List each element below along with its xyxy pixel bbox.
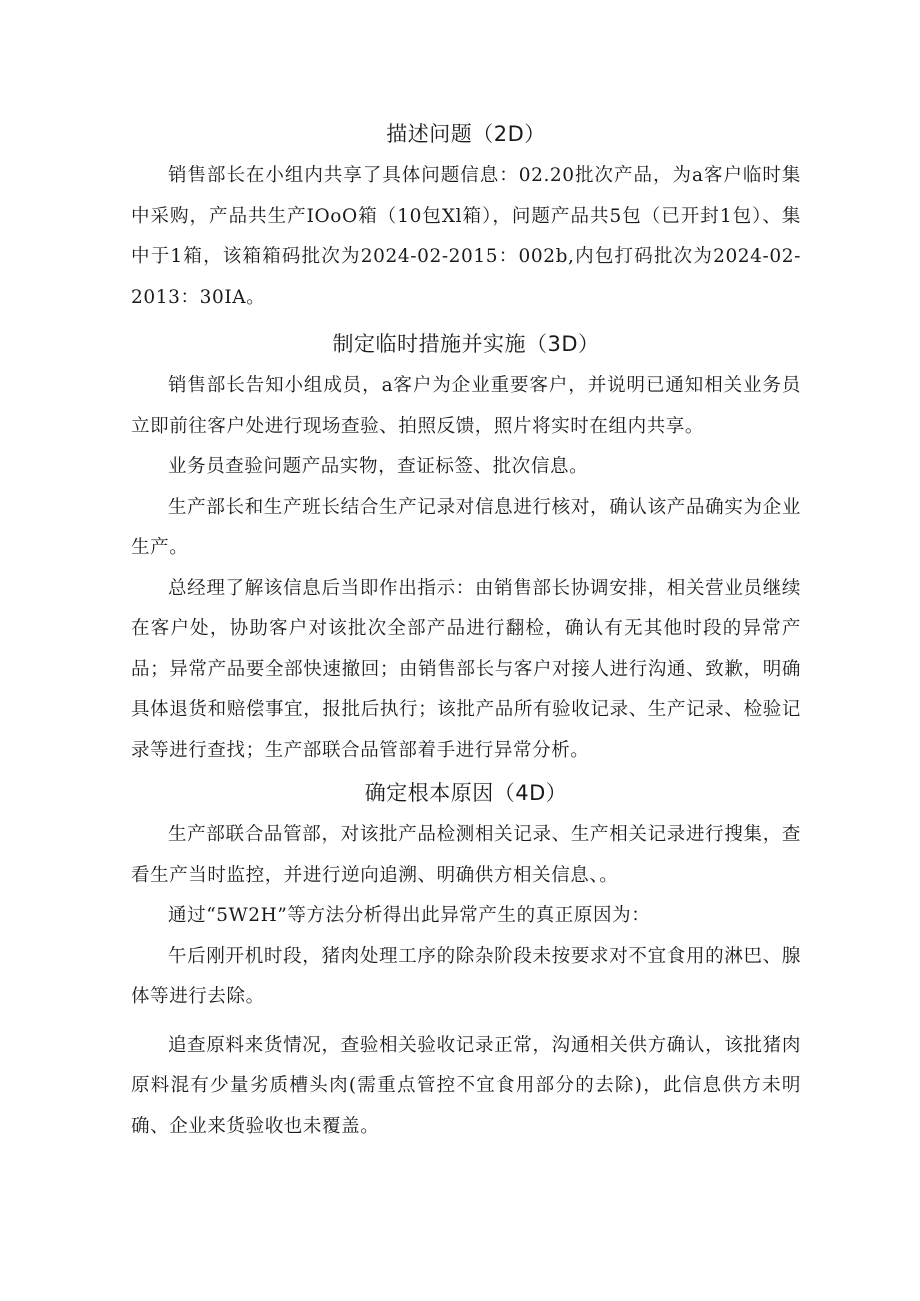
section-temporary-measures xyxy=(131,322,801,771)
paragraph-3d-3: 生产部长和生产班长结合生产记录对信息进行核对，确认该产品确实为企业生产。 xyxy=(131,496,801,558)
paragraph-4d-1: 生产部联合品管部，对该批产品检测相关记录、生产相关记录进行搜集，查看生产当时监控，并进行逆向追溯、明确供方相关信息、。 xyxy=(131,824,801,886)
section-root-cause xyxy=(131,771,801,1147)
section-heading-2d: 描述问题（2D） xyxy=(386,122,546,146)
paragraph-2d-1: 销售部长在小组内共享了具体问题信息：02.20批次产品，为a客户临时集中采购，产品共生产IOoO箱（10包Xl箱），问题产品共5包（已开封1包）、集中于1箱，该箱箱码批次为2024-02-2015：002b,内包打码批次为2024-02-2013：30IA。 xyxy=(131,165,801,308)
section-describe-problem xyxy=(131,112,801,318)
section-heading-3d: 制定临时措施并实施（3D） xyxy=(332,332,600,356)
paragraph-4d-4: 追查原料来货情况，查验相关验收记录正常，沟通相关供方确认，该批猪肉原料混有少量劣质槽头肉(需重点管控不宜食用部分的去除)，此信息供方未明确、企业来货验收也未覆盖。 xyxy=(131,1034,801,1137)
paragraph-4d-2: 通过“5W2H”等方法分析得出此异常产生的真正原因为： xyxy=(168,905,651,926)
paragraph-3d-2: 业务员查验问题产品实物，查证标签、批次信息。 xyxy=(168,456,589,477)
paragraph-4d-3: 午后刚开机时段，猪肉处理工序的除杂阶段未按要求对不宜食用的淋巴、腺体等进行去除。 xyxy=(131,945,801,1007)
section-heading-4d: 确定根本原因（4D） xyxy=(364,781,568,805)
document-body xyxy=(131,112,801,1147)
paragraph-3d-1: 销售部长告知小组成员，a客户为企业重要客户，并说明已通知相关业务员立即前往客户处进行现场查验、拍照反馈，照片将实时在组内共享。 xyxy=(131,375,801,437)
paragraph-3d-4: 总经理了解该信息后当即作出指示：由销售部长协调安排，相关营业员继续在客户处，协助客户对该批次全部产品进行翻检，确认有无其他时段的异常产品；异常产品要全部快速撤回；由销售部长与客户对接人进行沟通、致歉，明确具体退货和赔偿事宜，报批后执行；该批产品所有验收记录、生产记录、检验记录等进行查找；生产部联合品管部着手进行异常分析。 xyxy=(131,577,801,761)
